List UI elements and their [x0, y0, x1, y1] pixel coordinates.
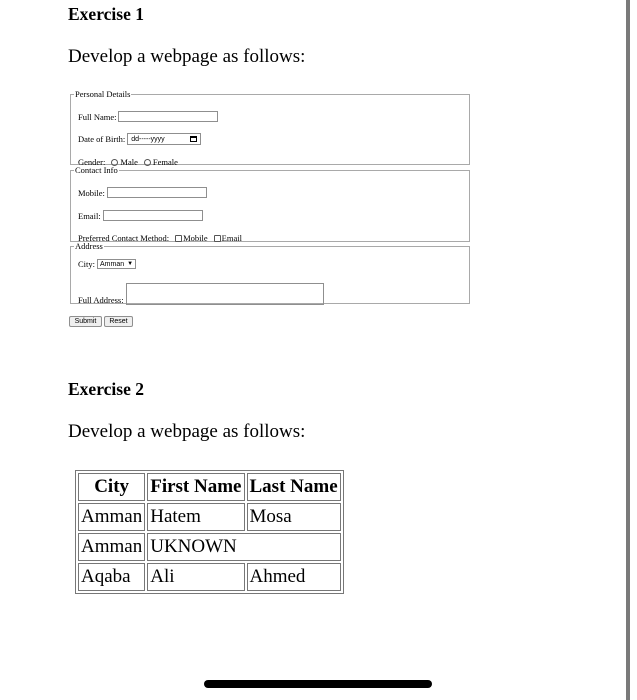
home-indicator [204, 680, 432, 688]
table-cell-spanning: UKNOWN [147, 533, 340, 561]
table-row [78, 503, 341, 531]
header-city: City [78, 473, 145, 501]
header-first-name: First Name [147, 473, 244, 501]
reset-button[interactable]: Reset [104, 316, 133, 327]
address-fieldset [70, 242, 470, 304]
contact-info-legend: Contact Info [75, 165, 118, 175]
city-select[interactable] [97, 259, 136, 269]
full-name-label: Full Name: [78, 111, 117, 122]
table-cell: Amman [78, 503, 145, 531]
full-address-label: Full Address: [78, 295, 124, 305]
contact-info-fieldset [70, 166, 470, 242]
table-cell: Aqaba [78, 563, 145, 591]
header-last-name: Last Name [247, 473, 341, 501]
exercise-1-intro: Develop a webpage as follows: [68, 46, 306, 67]
table-cell: Hatem [147, 503, 244, 531]
mobile-label: Mobile: [78, 187, 105, 198]
table-row [78, 533, 341, 561]
people-table [75, 470, 344, 594]
calendar-icon[interactable] [190, 136, 197, 142]
city-label: City: [78, 259, 96, 269]
table-cell: Ali [147, 563, 244, 591]
table-cell: Mosa [247, 503, 341, 531]
table-row [78, 563, 341, 591]
mobile-row [78, 187, 207, 198]
preferred-contact-label: Preferred Contact Method: [78, 233, 170, 243]
personal-details-legend: Personal Details [75, 89, 131, 99]
exercise-1-heading: Exercise 1 [68, 4, 144, 24]
pref-mobile-label: Mobile [183, 233, 208, 243]
dob-label: Date of Birth: [78, 134, 126, 144]
chevron-down-icon: ▼ [127, 261, 134, 267]
gender-female-radio[interactable] [144, 159, 151, 166]
dob-row [78, 133, 201, 145]
city-row [78, 259, 136, 269]
table-cell: Amman [78, 533, 145, 561]
address-legend: Address [75, 241, 103, 251]
pref-mobile-checkbox[interactable] [175, 235, 182, 242]
gender-male-label: Male [120, 157, 138, 167]
exercise-2-intro: Develop a webpage as follows: [68, 421, 306, 442]
full-address-row [78, 283, 324, 305]
full-address-textarea[interactable] [126, 283, 324, 305]
dob-placeholder: dd-----yyyy [131, 135, 165, 143]
exercise-2-heading: Exercise 2 [68, 379, 144, 399]
gender-female-label: Female [152, 157, 178, 167]
email-label: Email: [78, 210, 101, 221]
pref-email-checkbox[interactable] [214, 235, 221, 242]
submit-button[interactable]: Submit [69, 316, 102, 327]
full-name-row [78, 111, 218, 122]
dob-input[interactable] [127, 133, 201, 145]
pref-email-label: Email [221, 233, 242, 243]
email-row [78, 210, 203, 221]
personal-details-fieldset [70, 90, 470, 165]
full-name-input[interactable] [118, 111, 218, 122]
right-edge-bar [626, 0, 630, 700]
mobile-input[interactable] [107, 187, 207, 198]
gender-label: Gender: [78, 157, 106, 167]
table-cell: Ahmed [247, 563, 341, 591]
city-selected-value: Amman [100, 260, 125, 268]
email-input[interactable] [103, 210, 203, 221]
table-header-row [78, 473, 341, 501]
